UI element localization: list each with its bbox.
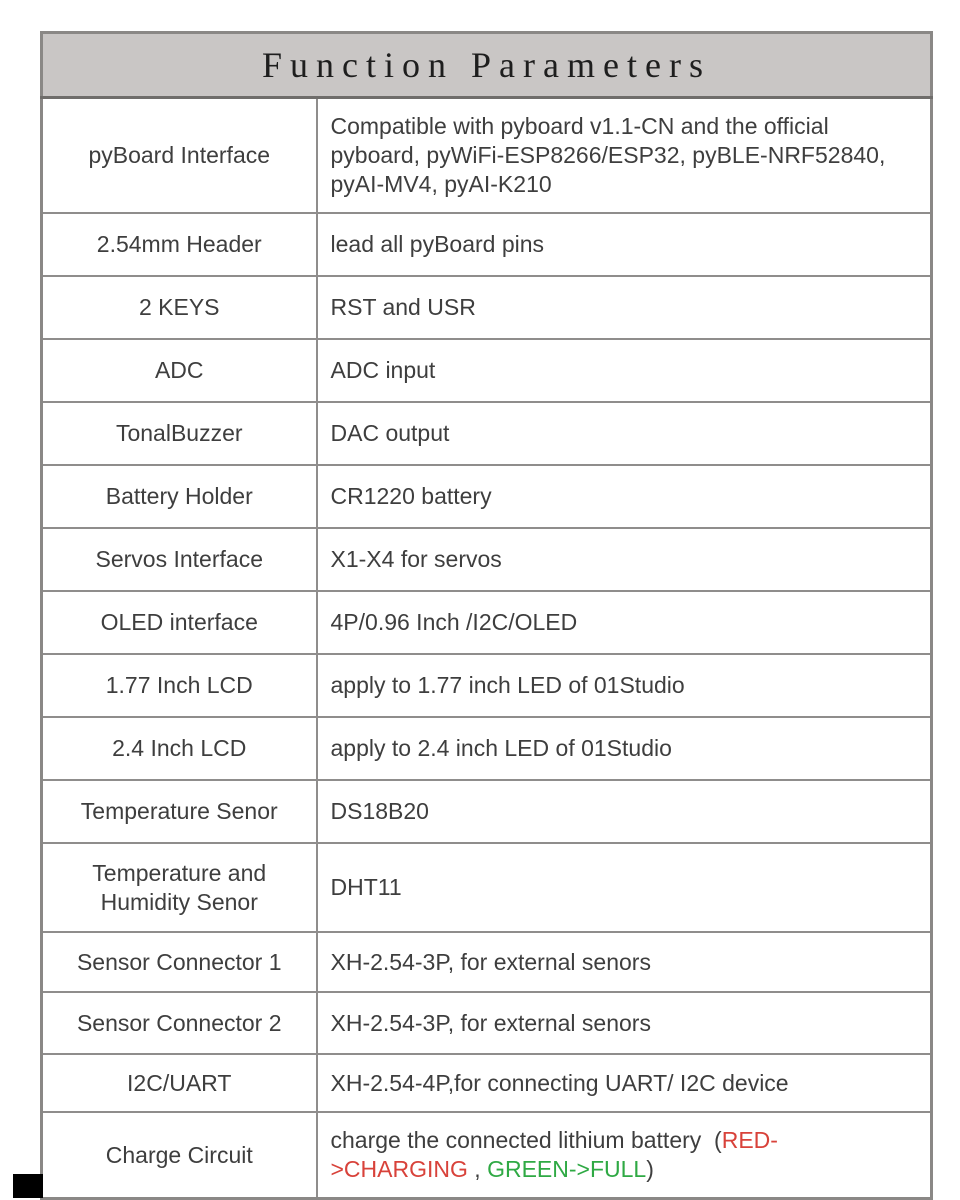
param-cell: TonalBuzzer <box>42 402 317 465</box>
value-cell: CR1220 battery <box>317 465 932 528</box>
table-row <box>42 780 932 843</box>
value-cell: Compatible with pyboard v1.1-CN and the official pyboard, pyWiFi-ESP8266/ESP32, pyBLE-NRF52840, pyAI-MV4, pyAI-K210 <box>317 98 932 214</box>
table-row <box>42 717 932 780</box>
table-row <box>42 654 932 717</box>
param-cell: Charge Circuit <box>42 1112 317 1199</box>
table-row <box>42 276 932 339</box>
param-cell: 2.54mm Header <box>42 213 317 276</box>
value-cell: ADC input <box>317 339 932 402</box>
param-cell: 2.4 Inch LCD <box>42 717 317 780</box>
value-cell <box>317 1112 932 1199</box>
param-cell: OLED interface <box>42 591 317 654</box>
table-row <box>42 1054 932 1112</box>
table-row <box>42 339 932 402</box>
table-title: Function Parameters <box>42 33 932 98</box>
param-cell: 2 KEYS <box>42 276 317 339</box>
value-cell: lead all pyBoard pins <box>317 213 932 276</box>
table-row-charge-circuit <box>42 1112 932 1199</box>
table-row <box>42 528 932 591</box>
table-row <box>42 465 932 528</box>
value-cell: XH-2.54-3P, for external senors <box>317 932 932 992</box>
table-row <box>42 213 932 276</box>
value-cell: DHT11 <box>317 843 932 932</box>
table-header-row <box>42 33 932 98</box>
param-cell: pyBoard Interface <box>42 98 317 214</box>
param-cell: Sensor Connector 2 <box>42 992 317 1054</box>
param-cell: Battery Holder <box>42 465 317 528</box>
param-cell: Temperature and Humidity Senor <box>42 843 317 932</box>
charge-circuit-description <box>331 1126 859 1184</box>
param-cell: Sensor Connector 1 <box>42 932 317 992</box>
page-corner-marker <box>13 1174 43 1198</box>
table-row <box>42 932 932 992</box>
value-cell: 4P/0.96 Inch /I2C/OLED <box>317 591 932 654</box>
param-cell: Servos Interface <box>42 528 317 591</box>
value-cell: XH-2.54-3P, for external senors <box>317 992 932 1054</box>
function-parameters-panel <box>40 31 933 1200</box>
value-cell: XH-2.54-4P,for connecting UART/ I2C device <box>317 1054 932 1112</box>
value-cell: DAC output <box>317 402 932 465</box>
table-row <box>42 843 932 932</box>
charge-status-red-cont: >CHARGING <box>330 1156 468 1182</box>
charge-text-prefix: charge the connected lithium battery ( <box>330 1127 722 1153</box>
value-cell: apply to 2.4 inch LED of 01Studio <box>317 717 932 780</box>
value-cell: RST and USR <box>317 276 932 339</box>
param-cell: I2C/UART <box>42 1054 317 1112</box>
value-cell: X1-X4 for servos <box>317 528 932 591</box>
table-row <box>42 402 932 465</box>
charge-text-separator: , <box>467 1156 488 1182</box>
table-row <box>42 98 932 214</box>
table-row <box>42 992 932 1054</box>
charge-text-suffix: ) <box>646 1156 654 1182</box>
param-cell: Temperature Senor <box>42 780 317 843</box>
param-cell: 1.77 Inch LCD <box>42 654 317 717</box>
function-parameters-table <box>40 31 933 1200</box>
charge-status-red: RED- <box>721 1127 778 1153</box>
table-row <box>42 591 932 654</box>
value-cell: apply to 1.77 inch LED of 01Studio <box>317 654 932 717</box>
value-cell: DS18B20 <box>317 780 932 843</box>
charge-status-green: GREEN->FULL <box>487 1156 647 1182</box>
param-cell: ADC <box>42 339 317 402</box>
